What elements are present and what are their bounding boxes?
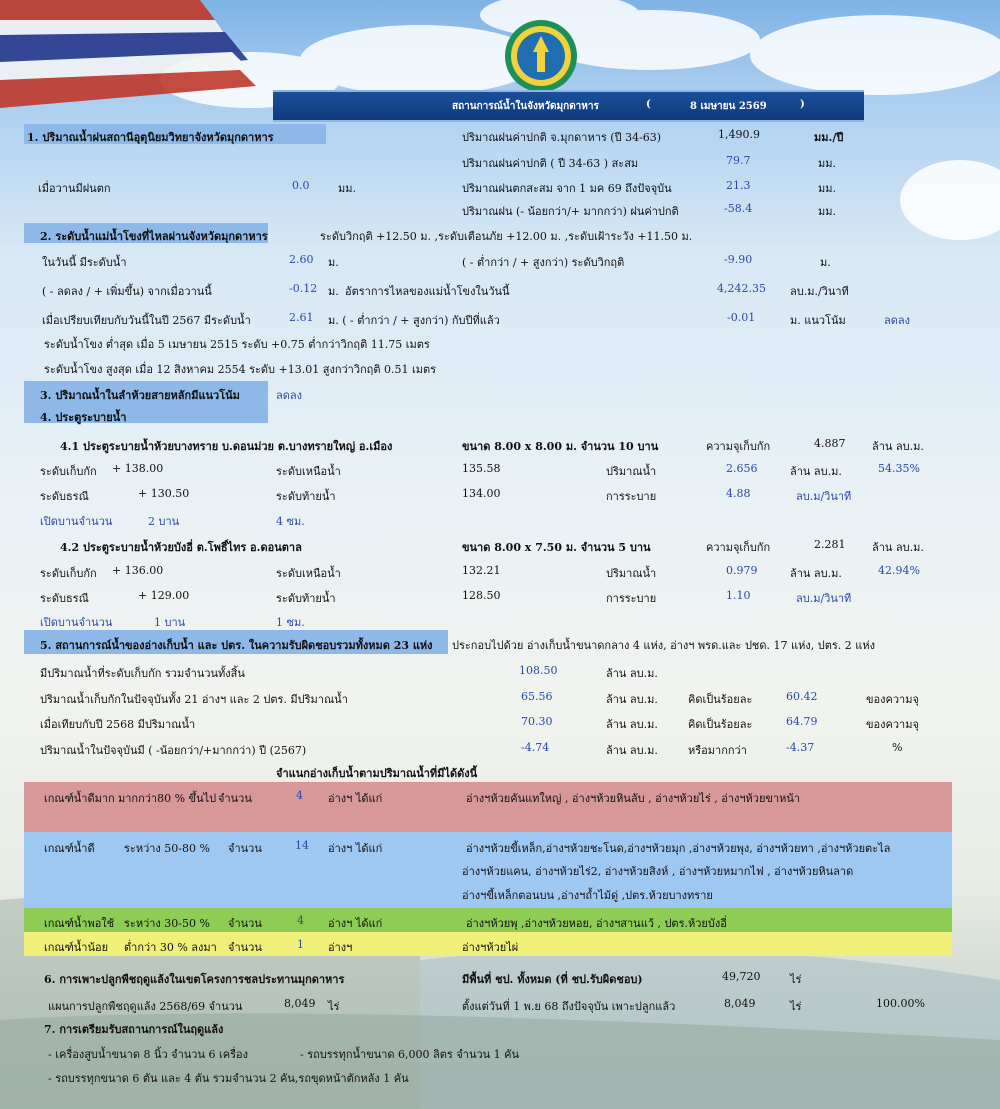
gate2-sill-value: + 129.00: [138, 589, 190, 602]
gate2-volume-value: 0.979: [726, 564, 758, 577]
section6-header: 6. การเพาะปลูกพืชฤดูแล้งในเขตโครงการชลประทานมุกดาหาร: [44, 973, 345, 986]
compare-diff: -0.01: [727, 311, 756, 324]
report-date: 8 เมษายน 2569: [690, 101, 767, 112]
section1-header: 1. ปริมาณน้ำฝนสถานีอุตุนิยมวิทยาจังหวัดมุกดาหาร: [27, 131, 274, 144]
category-unit: อ่างฯ ได้แก่: [328, 842, 383, 855]
section3-header: 3. ปริมาณน้ำในลำห้วยสายหลักมีแนวโน้ม: [40, 389, 240, 402]
total-capacity-label: มีปริมาณน้ำที่ระดับเก็บกัก รวมจำนวนทั้งสิ้น: [40, 667, 245, 680]
difference-value: -4.74: [521, 741, 550, 754]
irrigated-area-label: มีพื้นที่ ชป. ทั้งหมด (ที่ ชป.รับผิดชอบ): [462, 973, 643, 986]
rain-row-unit: มม./ปี: [814, 131, 844, 144]
gate2-storage-value: + 136.00: [112, 564, 164, 577]
gate2-open-hours: 1 ซม.: [276, 616, 305, 629]
gate2-volume-unit: ล้าน ลบ.ม.: [790, 567, 842, 580]
gate1-discharge-value: 4.88: [726, 487, 751, 500]
previous-year-value: 70.30: [521, 715, 553, 728]
daily-change-label: ( - ลดลง / + เพิ่มขึ้น) จากเมื่อวานนี้: [42, 285, 212, 298]
planted-value: 8,049: [724, 997, 756, 1010]
gate2-upstream-label: ระดับเหนือน้ำ: [276, 567, 341, 580]
rain-yesterday-label: เมื่อวานมีฝนตก: [38, 182, 111, 195]
critical-diff-label: ( - ต่ำกว่า / + สูงกว่า) ระดับวิกฤติ: [462, 256, 625, 269]
gate1-size: ขนาด 8.00 x 8.00 ม. จำนวน 10 บาน: [462, 440, 659, 453]
rain-row-label: ปริมาณฝนค่าปกติ จ.มุกดาหาร (ปี 34-63): [462, 131, 662, 144]
gate1-capacity-unit: ล้าน ลบ.ม.: [872, 440, 924, 453]
gate1-discharge-unit: ลบ.ม/วินาที: [796, 490, 852, 503]
compare-value: 2.61: [289, 311, 314, 324]
total-capacity-value: 108.50: [519, 664, 558, 677]
rain-row-value: 1,490.9: [718, 128, 760, 141]
category-range: ระหว่าง 30-50 %: [124, 917, 210, 930]
category-range: มากกว่า80 % ขึ้นไป: [118, 792, 217, 805]
category-reservoirs: อ่างฯห้วยคันแทใหญ่ , อ่างฯห้วยหินลับ , อ่างฯห้วยไร่ , อ่างฯห้วยขาหน้า: [466, 792, 801, 805]
planted-label: ตั้งแต่วันที่ 1 พ.ย 68 ถึงปัจจุบัน เพาะปลูกแล้ว: [462, 1000, 676, 1013]
category-count-label: จำนวน: [218, 792, 252, 805]
gate1-volume-unit: ล้าน ลบ.ม.: [790, 465, 842, 478]
crop-plan-label: แผนการปลูกพืชฤดูแล้ง 2568/69 จำนวน: [48, 1000, 243, 1013]
category-label: เกณฑ์น้ำน้อย: [44, 941, 109, 954]
previous-year-unit: ล้าน ลบ.ม.: [606, 718, 658, 731]
irrigated-area-value: 49,720: [722, 970, 761, 983]
gate1-capacity-value: 4.887: [814, 437, 846, 450]
category-reservoirs: อ่างฯห้วยแคน, อ่างฯห้วยไร่2, อ่างฯห้วยสิงห์ , อ่างฯห้วยหมากไฟ , อ่างฯห้วยหินลาด: [462, 865, 854, 878]
gate1-volume-label: ปริมาณน้ำ: [606, 465, 657, 478]
gate1-name: 4.1 ประตูระบายน้ำห้วยบางทราย บ.ดอนม่วย ต.บางทรายใหญ่ อ.เมือง: [60, 440, 393, 453]
category-unit: อ่างฯ ได้แก่: [328, 917, 383, 930]
flow-rate-label: อัตราการไหลของแม่น้ำโขงในวันนี้: [345, 285, 510, 298]
reservoir-composition: ประกอบไปด้วย อ่างเก็บน้ำขนาดกลาง 4 แห่ง, อ่างฯ พรด.และ ปชด. 17 แห่ง, ปตร. 2 แห่ง: [452, 639, 875, 652]
date-open-paren: (: [646, 99, 651, 110]
rain-yesterday-unit: มม.: [338, 182, 356, 195]
irrigated-area-unit: ไร่: [790, 973, 802, 986]
compare-label: เมื่อเปรียบเทียบกับวันนี้ในปี 2567 มีระดับน้ำ: [42, 314, 251, 327]
preparation-item: - รถบรรทุกขนาด 6 ตัน และ 4 ตัน รวมจำนวน 2 คัน,รถขุดหน้าตักหลัง 1 คัน: [48, 1072, 409, 1085]
difference-percent-value: -4.37: [786, 741, 815, 754]
section5-header: 5. สถานการณ์น้ำของอ่างเก็บน้ำ และ ปตร. ในความรับผิดชอบรวมทั้งหมด 23 แห่ง: [40, 639, 433, 652]
current-percent-label: คิดเป็นร้อยละ: [688, 693, 753, 706]
planted-unit: ไร่: [790, 1000, 802, 1013]
gate2-name: 4.2 ประตูระบายน้ำห้วยบังอี่ ต.โพธิ์ไทร อ.ดอนตาล: [60, 541, 302, 554]
previous-year-label: เมื่อเทียบกับปี 2568 มีปริมาณน้ำ: [40, 718, 196, 731]
gate1-open-value: 2 บาน: [148, 515, 180, 528]
rain-row-label: ปริมาณฝนตกสะสม จาก 1 มค 69 ถึงปัจจุบัน: [462, 182, 672, 195]
category-label: เกณฑ์น้ำพอใช้: [44, 917, 115, 930]
gate1-sill-label: ระดับธรณี: [40, 490, 89, 503]
flow-rate-value: 4,242.35: [717, 282, 766, 295]
category-label: เกณฑ์น้ำดี: [44, 842, 95, 855]
critical-diff-value: -9.90: [724, 253, 753, 266]
difference-label: ปริมาณน้ำในปัจจุบันมี ( -น้อยกว่า/+มากกว่า) ปี (2567): [40, 744, 307, 757]
gate1-upstream-value: 135.58: [462, 462, 501, 475]
category-unit: อ่างฯ: [328, 941, 353, 954]
gate2-size: ขนาด 8.00 x 7.50 ม. จำนวน 5 บาน: [462, 541, 651, 554]
crop-plan-unit: ไร่: [328, 1000, 340, 1013]
gate1-open-label: เปิดบานจำนวน: [40, 515, 113, 528]
previous-percent-value: 64.79: [786, 715, 818, 728]
category-count: 14: [295, 839, 309, 852]
flow-rate-unit: ลบ.ม./วินาที: [790, 285, 849, 298]
gate2-discharge-unit: ลบ.ม/วินาที: [796, 592, 852, 605]
gate2-upstream-value: 132.21: [462, 564, 501, 577]
department-seal-logo: [503, 18, 579, 94]
lowest-record: ระดับน้ำโขง ต่ำสุด เมื่อ 5 เมษายน 2515 ระดับ +0.75 ต่ำกว่าวิกฤติ 11.75 เมตร: [44, 338, 430, 351]
current-percent-tail: ของความจุ: [866, 693, 919, 706]
rain-row-value: -58.4: [724, 202, 753, 215]
stream-trend: ลดลง: [276, 389, 302, 402]
gate2-open-label: เปิดบานจำนวน: [40, 616, 113, 629]
preparation-item: - รถบรรทุกน้ำขนาด 6,000 ลิตร จำนวน 1 คัน: [300, 1048, 520, 1061]
difference-unit: ล้าน ลบ.ม.: [606, 744, 658, 757]
previous-percent-label: คิดเป็นร้อยละ: [688, 718, 753, 731]
section2-header: 2. ระดับน้ำแม่น้ำโขงที่ไหลผ่านจังหวัดมุกดาหาร: [40, 230, 268, 243]
rain-row-unit: มม.: [818, 157, 836, 170]
category-count: 4: [297, 914, 304, 927]
category-count: 4: [296, 789, 303, 802]
gate1-discharge-label: การระบาย: [606, 490, 657, 503]
gate2-open-value: 1 บาน: [154, 616, 186, 629]
gate1-storage-label: ระดับเก็บกัก: [40, 465, 97, 478]
category-reservoirs: อ่างฯห้วยขี้เหล็ก,อ่างฯห้วยชะโนด,อ่างฯห้วยมุก ,อ่างฯห้วยพุง, อ่างฯห้วยทา ,อ่างฯห้วยตะไล: [466, 842, 891, 855]
category-count-label: จำนวน: [228, 842, 262, 855]
rain-row-value: 21.3: [726, 179, 751, 192]
difference-percent-label: หรือมากกว่า: [688, 744, 747, 757]
current-volume-label: ปริมาณน้ำเก็บกักในปัจจุบันทั้ง 21 อ่างฯ และ 2 ปตร. มีปริมาณน้ำ: [40, 693, 348, 706]
difference-percent-tail: %: [892, 741, 903, 754]
daily-change-value: -0.12: [289, 282, 318, 295]
critical-diff-unit: ม.: [820, 256, 831, 269]
gate2-downstream-value: 128.50: [462, 589, 501, 602]
gate2-capacity-value: 2.281: [814, 538, 846, 551]
compare-unit: ม. ( - ต่ำกว่า / + สูงกว่า) กับปีที่แล้ว: [328, 314, 500, 327]
gate1-downstream-label: ระดับท้ายน้ำ: [276, 490, 336, 503]
rain-row-label: ปริมาณฝนค่าปกติ ( ปี 34-63 ) สะสม: [462, 157, 639, 170]
rain-yesterday-value: 0.0: [292, 179, 310, 192]
rain-row-value: 79.7: [726, 154, 751, 167]
planted-percent: 100.00%: [876, 997, 925, 1010]
previous-percent-tail: ของความจุ: [866, 718, 919, 731]
current-volume-value: 65.56: [521, 690, 553, 703]
section4-header: 4. ประตูระบายน้ำ: [40, 411, 127, 424]
crop-plan-value: 8,049: [284, 997, 316, 1010]
warning-levels-note: ระดับวิกฤติ +12.50 ม. ,ระดับเตือนภัย +12.00 ม. ,ระดับเฝ้าระวัง +11.50 ม.: [320, 230, 693, 243]
gate1-storage-value: + 138.00: [112, 462, 164, 475]
category-unit: อ่างฯ ได้แก่: [328, 792, 383, 805]
gate1-capacity-label: ความจุเก็บกัก: [706, 440, 771, 453]
daily-change-unit: ม.: [328, 285, 339, 298]
gate2-volume-label: ปริมาณน้ำ: [606, 567, 657, 580]
section7-header: 7. การเตรียมรับสถานการณ์ในฤดูแล้ง: [44, 1023, 224, 1036]
current-volume-unit: ล้าน ลบ.ม.: [606, 693, 658, 706]
gate2-capacity-label: ความจุเก็บกัก: [706, 541, 771, 554]
rain-row-unit: มม.: [818, 182, 836, 195]
preparation-item: - เครื่องสูบน้ำขนาด 8 นิ้ว จำนวน 6 เครื่อง: [48, 1048, 248, 1061]
gate2-downstream-label: ระดับท้ายน้ำ: [276, 592, 336, 605]
highest-record: ระดับน้ำโขง สูงสุด เมื่อ 12 สิงหาคม 2554 ระดับ +13.01 สูงกว่าวิกฤติ 0.51 เมตร: [44, 363, 437, 376]
category-range: ต่ำกว่า 30 % ลงมา: [124, 941, 217, 954]
gate2-volume-percent: 42.94%: [878, 564, 920, 577]
gate1-volume-percent: 54.35%: [878, 462, 920, 475]
gate1-volume-value: 2.656: [726, 462, 758, 475]
category-reservoirs: อ่างฯห้วยพุ ,อ่างฯห้วยหอย, อ่างฯสานแว้ , ปตร.ห้วยบังอี่: [466, 917, 727, 930]
category-count-label: จำนวน: [228, 941, 262, 954]
category-count-label: จำนวน: [228, 917, 262, 930]
current-percent-value: 60.42: [786, 690, 818, 703]
gate2-storage-label: ระดับเก็บกัก: [40, 567, 97, 580]
trend-value: ลดลง: [884, 314, 910, 327]
gate1-open-hours: 4 ซม.: [276, 515, 305, 528]
page-title: สถานการณ์น้ำในจังหวัดมุกดาหาร: [452, 101, 599, 112]
classification-title: จำแนกอ่างเก็บน้ำตามปริมาณน้ำที่มีได้ดังนี้: [276, 767, 478, 780]
category-label: เกณฑ์น้ำดีมาก: [44, 792, 115, 805]
category-range: ระหว่าง 50-80 %: [124, 842, 210, 855]
date-close-paren: ): [800, 99, 805, 110]
gate1-downstream-value: 134.00: [462, 487, 501, 500]
gate1-sill-value: + 130.50: [138, 487, 190, 500]
gate2-capacity-unit: ล้าน ลบ.ม.: [872, 541, 924, 554]
rain-row-unit: มม.: [818, 205, 836, 218]
gate2-sill-label: ระดับธรณี: [40, 592, 89, 605]
category-reservoirs: อ่างฯห้วยไผ่: [462, 941, 519, 954]
gate2-discharge-label: การระบาย: [606, 592, 657, 605]
gate1-upstream-label: ระดับเหนือน้ำ: [276, 465, 341, 478]
gate2-discharge-value: 1.10: [726, 589, 751, 602]
rain-row-label: ปริมาณฝน (- น้อยกว่า/+ มากกว่า) ฝนค่าปกติ: [462, 205, 679, 218]
trend-label: ม. แนวโน้ม: [790, 314, 846, 327]
category-count: 1: [297, 938, 304, 951]
total-capacity-unit: ล้าน ลบ.ม.: [606, 667, 658, 680]
today-level-label: ในวันนี้ มีระดับน้ำ: [42, 256, 127, 269]
today-level-value: 2.60: [289, 253, 314, 266]
category-reservoirs: อ่างฯขี้เหล็กตอนบน ,อ่างฯถ้ำไม้ดู่ ,ปตร.ห้วยบางทราย: [462, 889, 713, 902]
today-level-unit: ม.: [328, 256, 339, 269]
